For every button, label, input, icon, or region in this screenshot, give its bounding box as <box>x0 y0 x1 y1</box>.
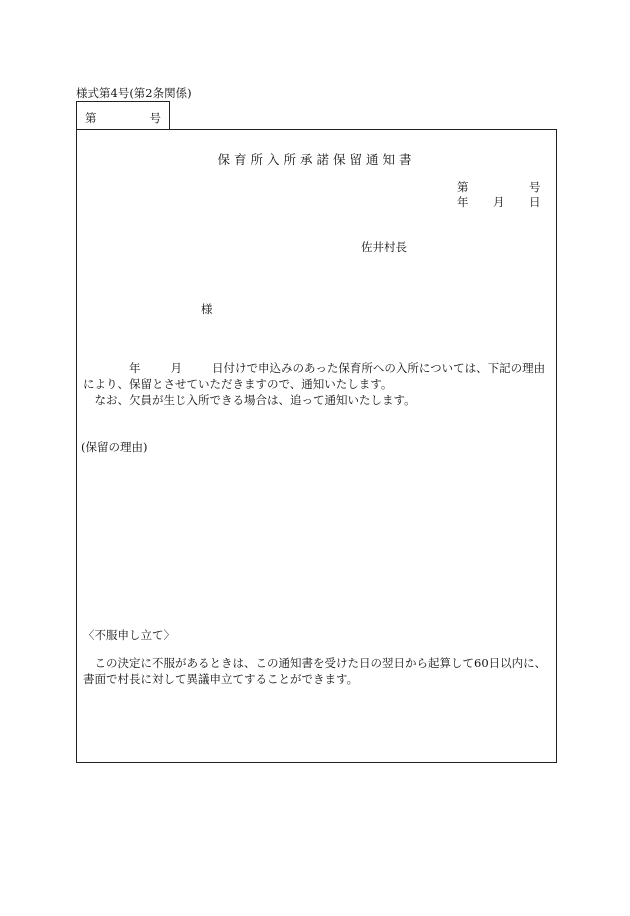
reason-label: (保留の理由) <box>81 440 148 454</box>
body-year: 年 <box>129 361 141 375</box>
doc-number-dai: 第 <box>457 180 469 194</box>
appeal-paragraph: この決定に不服があるときは、この通知書を受けた日の翌日から起算して60日以内に、書面で村長に対して異議申立てすることができます。 <box>83 656 547 686</box>
doc-date-month: 月 <box>493 195 505 209</box>
number-box-go: 号 <box>149 111 161 125</box>
number-box-dai: 第 <box>85 111 97 125</box>
notice-frame <box>76 129 557 763</box>
body-second-paragraph: なお、欠員が生じ入所できる場合は、追って通知いたします。 <box>94 393 416 407</box>
issuer-name: 佐井村長 <box>361 240 407 254</box>
form-number-label: 様式第4号(第2条関係) <box>76 86 192 100</box>
doc-date-year: 年 <box>457 195 469 209</box>
document-title: 保育所入所承諾保留通知書 <box>217 152 416 167</box>
doc-number-go: 号 <box>529 180 541 194</box>
appeal-heading: 〈不服申し立て〉 <box>83 628 175 642</box>
notice-body <box>83 360 553 408</box>
reception-number-box <box>76 101 170 129</box>
appeal-text <box>83 655 553 687</box>
addressee-suffix: 様 <box>201 302 213 316</box>
doc-date-day: 日 <box>529 195 541 209</box>
body-month: 月 <box>170 361 182 375</box>
body-main-text: 日付けで申込みのあった保育所への入所については、下記の理由により、保留とさせていただきますので、通知いたします。 <box>83 361 546 391</box>
